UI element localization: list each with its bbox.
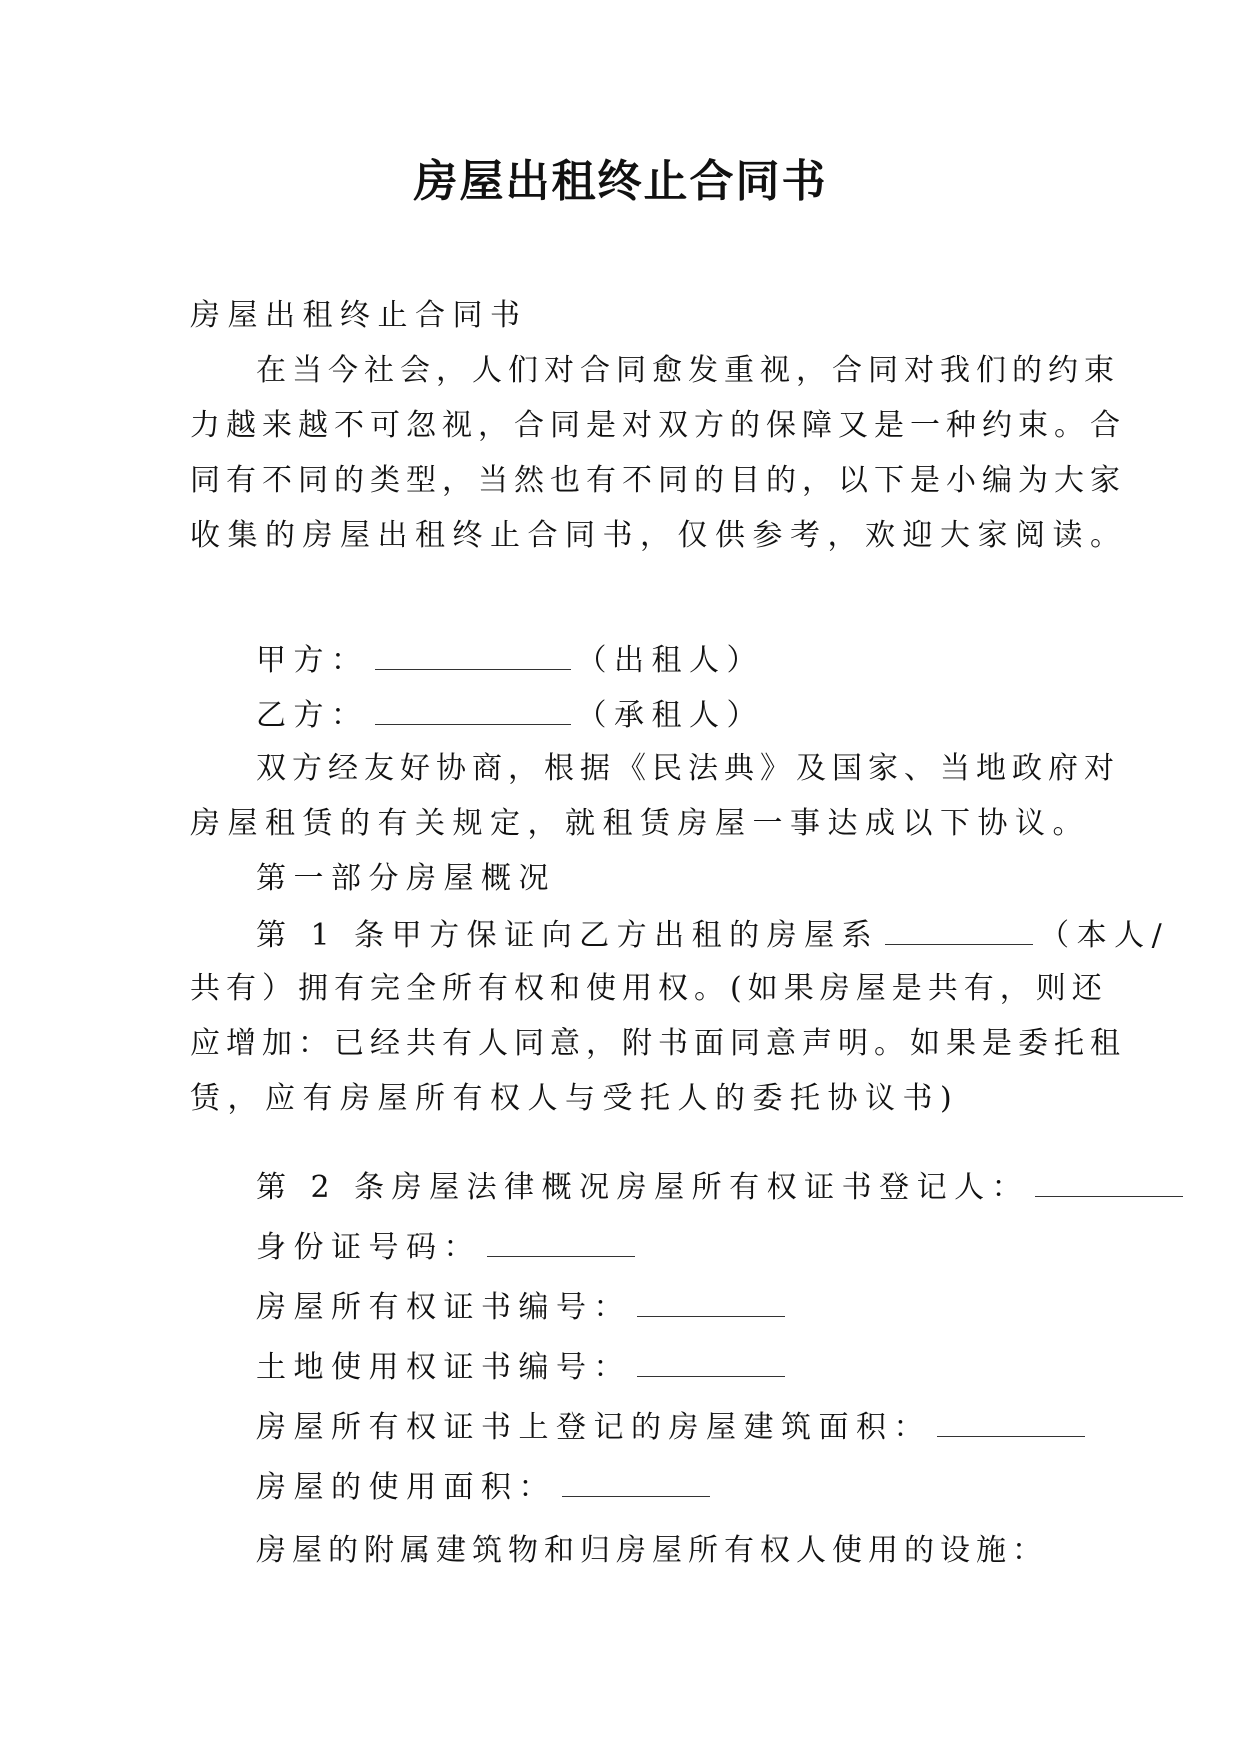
article-1-line: 赁，应有房屋所有权人与受托人的委托协议书) [190,1081,960,1116]
build-area-label: 房屋所有权证书上登记的房屋建筑面积： [256,1410,931,1445]
article-1-row [256,914,1169,956]
party-b-row [256,694,764,736]
land-cert-row [256,1346,791,1388]
agreement-line: 双方经友好协商，根据《民法典》及国家、当地政府对 [256,751,1120,786]
intro-line: 在当今社会，人们对合同愈发重视，合同对我们的约束 [256,353,1120,388]
intro-line: 收集的房屋出租终止合同书，仅供参考，欢迎大家阅读。 [190,518,1128,553]
article-2-label: 第 2 条房屋法律概况房屋所有权证书登记人： [256,1170,1030,1205]
house-cert-blank[interactable] [637,1286,785,1317]
article-1-prefix: 第 1 条甲方保证向乙方出租的房屋系 [256,918,880,953]
party-b-label: 乙方： [256,698,369,733]
party-a-role: （出租人） [576,643,764,678]
land-cert-label: 土地使用权证书编号： [256,1350,631,1385]
id-number-label: 身份证号码： [256,1230,481,1265]
article-2-row [256,1166,1189,1208]
house-cert-label: 房屋所有权证书编号： [256,1290,631,1325]
party-a-row [256,639,764,681]
party-a-blank[interactable] [375,639,571,670]
agreement-line: 房屋租赁的有关规定，就租赁房屋一事达成以下协议。 [190,806,1090,841]
part-one-heading: 第一部分房屋概况 [256,861,556,896]
id-number-blank[interactable] [487,1226,635,1257]
party-b-blank[interactable] [375,694,571,725]
use-area-label: 房屋的使用面积： [256,1470,556,1505]
article-1-suffix: （本人/ [1039,918,1170,953]
subtitle: 房屋出租终止合同书 [190,298,528,333]
build-area-blank[interactable] [937,1406,1085,1437]
article-1-blank[interactable] [885,914,1033,945]
use-area-row [256,1466,716,1508]
intro-line: 同有不同的类型，当然也有不同的目的，以下是小编为大家 [190,463,1126,498]
id-number-row [256,1226,641,1268]
document-title: 房屋出租终止合同书 [413,156,828,207]
facilities-label: 房屋的附属建筑物和归房屋所有权人使用的设施： [256,1533,1048,1568]
house-cert-row [256,1286,791,1328]
registrant-blank[interactable] [1035,1166,1183,1197]
party-b-role: （承租人） [576,698,764,733]
article-1-line: 共有）拥有完全所有权和使用权。(如果房屋是共有，则还 [190,971,1108,1006]
article-1-line: 应增加：已经共有人同意，附书面同意声明。如果是委托租 [190,1026,1126,1061]
intro-line: 力越来越不可忽视，合同是对双方的保障又是一种约束。合 [190,408,1126,443]
land-cert-blank[interactable] [637,1346,785,1377]
party-a-label: 甲方： [256,643,369,678]
build-area-row [256,1406,1091,1448]
use-area-blank[interactable] [562,1466,710,1497]
